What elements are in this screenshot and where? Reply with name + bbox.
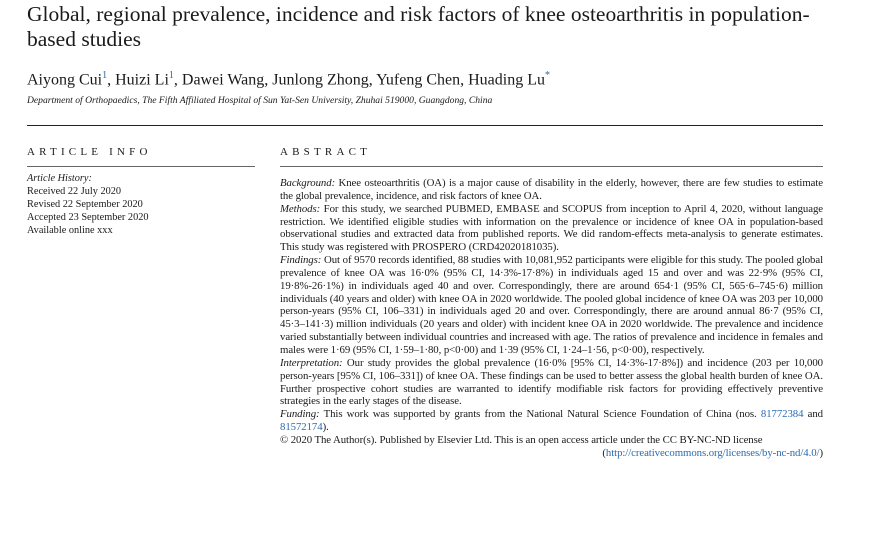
article-history	[27, 172, 257, 237]
history-label: Article History:	[27, 173, 92, 184]
abstract-body	[280, 177, 823, 460]
license-line	[280, 447, 823, 460]
section-label: Funding:	[280, 408, 320, 421]
author-separator: ,	[173, 71, 182, 89]
history-accepted: Accepted 23 September 2020	[27, 212, 149, 223]
section-text: Our study provides the global prevalence (16·0% [95% CI, 14·3%-17·8%]) and incidence (203 per 10,000 person-years [95% CI, 106–331]) of knee OA. These findings can be used to better assess the global health burden of knee OA. Further prospective cohort studies are warranted to identify modifiable risk factors for providing effectively preventive strategies in the early stages of the disease.	[280, 356, 823, 408]
abstract-methods	[280, 203, 823, 254]
section-label: Findings:	[280, 254, 322, 267]
section-text: Out of 9570 records identified, 88 studies with 10,081,952 participants were eligible for this study. The pooled global prevalence of knee OA was 16·0% (95% CI, 14·3%-17·8%) in individuals aged 15 and over and was 22·9% (95% CI, 19·8%-26·1%) in individuals aged 40 and over. Correspondingly, there are around 654·1 (95% CI, 565·6–745·6) million individuals (40 years and older) with knee OA in 2020 worldwide. The pooled global incidence of knee OA was 203 per 10,000 person-years (95% CI, 106–331) in individuals aged 20 and over. Correspondingly, there are around annual 86·7 (95% CI, 45·3–141·3) million individuals (20 years and older) with incident knee OA in 2020 worldwide. The prevalence and incidence varied substantially between individual countries and increased with age. The ratios of prevalence and incidence in females and males were 1·69 (95% CI, 1·59–1·80, p<0·00) and 1·39 (95% CI, 1·24–1·56, p<0·00), respectively.	[280, 254, 824, 356]
copyright-notice: © 2020 The Author(s). Published by Elsevier Ltd. This is an open access article under the CC BY-NC-ND license	[280, 433, 763, 446]
author-name: Aiyong Cui	[27, 71, 103, 89]
article-info-heading: ARTICLE INFO	[27, 146, 152, 158]
grant-link[interactable]: 81572174	[280, 421, 323, 434]
section-text: Knee osteoarthritis (OA) is a major cause of disability in the elderly, however, there are few studies to estimate the global prevalence, incidence, and risk factors of knee OA.	[280, 177, 823, 202]
grant-link[interactable]: 81772384	[760, 408, 804, 421]
abstract-background	[280, 177, 823, 203]
abstract-interpretation	[280, 357, 823, 408]
author-separator: ,	[107, 71, 116, 89]
article-info-divider	[27, 166, 255, 167]
section-label: Interpretation:	[280, 356, 343, 369]
affiliation: Department of Orthopaedics, The Fifth Affiliated Hospital of Sun Yat-Sen University, Zhuhai 519000, Guangdong, China	[27, 95, 493, 106]
author-name: Dawei Wang, Junlong Zhong, Yufeng Chen, Huading Lu	[181, 71, 545, 89]
abstract-findings	[280, 254, 823, 357]
history-online: Available online xxx	[27, 225, 113, 236]
author-list	[27, 66, 550, 90]
abstract-funding	[280, 408, 823, 434]
abstract-heading: ABSTRACT	[280, 146, 372, 158]
author-name: Huizi Li	[115, 71, 169, 89]
history-received: Received 22 July 2020	[27, 186, 122, 197]
abstract-divider	[280, 166, 823, 167]
header-divider	[27, 125, 823, 126]
history-revised: Revised 22 September 2020	[27, 199, 143, 210]
section-text: This work was supported by grants from the National Natural Science Foundation of China (nos.	[323, 408, 757, 421]
affiliation-marker[interactable]: 1	[168, 70, 174, 81]
section-label: Methods:	[280, 202, 321, 215]
section-label: Background:	[280, 177, 336, 189]
grant-conjunction: and	[807, 408, 824, 421]
grant-end: ).	[322, 421, 329, 434]
affiliation-marker[interactable]: 1	[102, 70, 108, 81]
license-link[interactable]: http://creativecommons.org/licenses/by-nc-nd/4.0/	[605, 446, 820, 459]
section-text: For this study, we searched PUBMED, EMBASE and SCOPUS from inception to April 4, 2020, without language restriction. We identified eligible studies with information on the prevalence or incidence of knee OA in population-based observational studies and extracted data from published reports. We did random-effects meta-analysis to generate estimates. This study was registered with PROSPERO (CRD42020181035).	[280, 202, 823, 254]
corresponding-author-marker[interactable]: *	[545, 70, 550, 81]
paper-title: Global, regional prevalence, incidence and risk factors of knee osteoarthritis in population-based studies	[27, 2, 810, 51]
license-paren: )	[819, 446, 823, 459]
license-paren: (	[602, 446, 606, 459]
